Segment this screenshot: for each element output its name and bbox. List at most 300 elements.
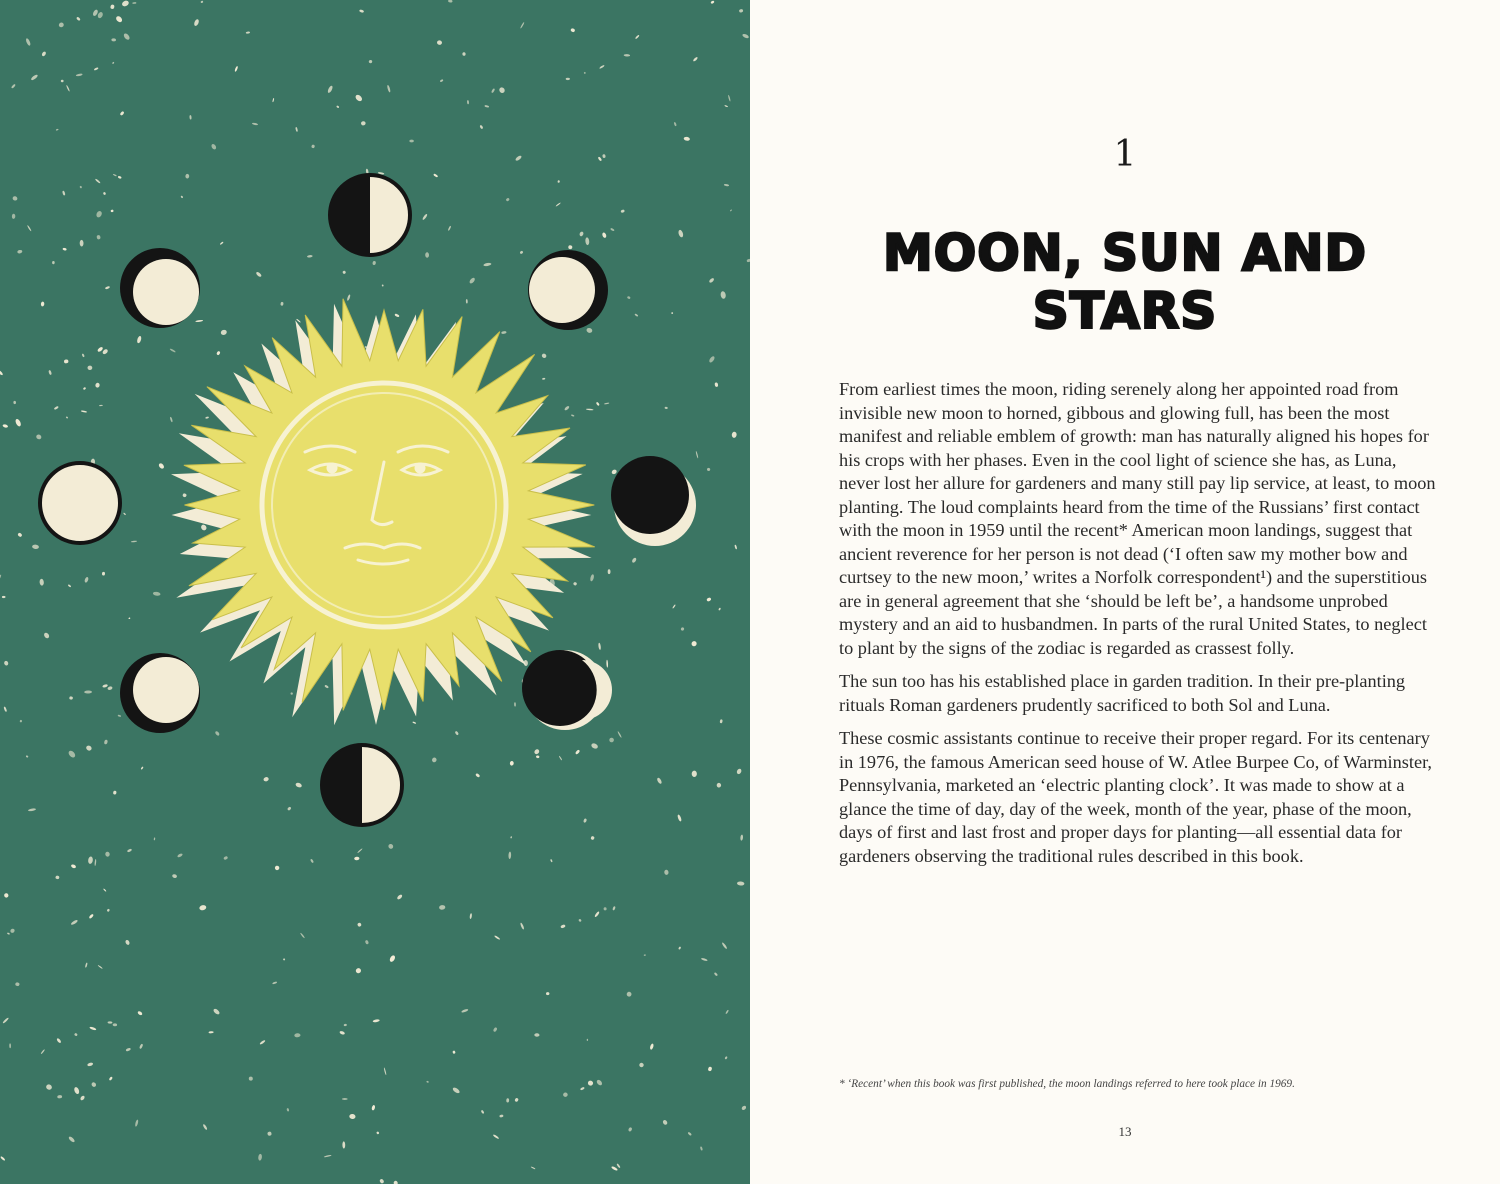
star-speckle bbox=[373, 1019, 380, 1023]
star-speckle bbox=[324, 1155, 332, 1158]
star-speckle bbox=[387, 843, 394, 850]
star-speckle bbox=[223, 856, 228, 861]
star-speckle bbox=[664, 407, 668, 410]
star-speckle bbox=[2, 596, 6, 598]
star-speckle bbox=[599, 65, 605, 70]
star-speckle bbox=[137, 1010, 143, 1016]
star-speckle bbox=[128, 617, 130, 619]
star-speckle bbox=[357, 848, 363, 853]
star-speckle bbox=[519, 250, 523, 254]
star-speckle bbox=[170, 417, 173, 423]
star-speckle bbox=[3, 706, 7, 712]
star-speckle bbox=[70, 919, 78, 925]
star-speckle bbox=[580, 1087, 585, 1091]
star-speckle bbox=[280, 302, 284, 306]
paragraph: From earliest times the moon, riding serenely along her appointed road from invisible new moon to horned, gibbous and glowing full, has been the most manifest and reliable emblem of growth: man has naturally aligned his hopes for his crops with her phases. Even in the cool light of science she has, as Luna, never lost her allure for gardeners and many still pay lip service, at least, to moon planting. The loud complaints heard from the time of the Russians’ first contact with the moon in 1959 until the recent* American moon landings, suggest that ancient reverence for her person is not dead (‘I often saw my mother bow and curtsey to the new moon,’ writes a Norfolk correspondent¹) and the superstitious are in general agreement that she ‘should be left be’, a handsome unprobed mystery and an aid to husbandmen. In parts of the rural United States, to neglect to plant by the signs of the zodiac is regarded as crassest folly. bbox=[839, 379, 1436, 658]
star-speckle bbox=[57, 1095, 62, 1099]
star-speckle bbox=[533, 748, 540, 755]
star-speckle bbox=[66, 416, 69, 419]
star-speckle bbox=[220, 329, 227, 336]
chapter-number: 1 bbox=[1113, 134, 1137, 175]
star-speckle bbox=[252, 122, 258, 125]
star-speckle bbox=[506, 1098, 509, 1102]
star-speckle bbox=[139, 1043, 143, 1049]
star-speckle bbox=[724, 184, 729, 187]
star-speckle bbox=[560, 924, 566, 929]
star-speckle bbox=[466, 299, 468, 303]
star-speckle bbox=[76, 73, 83, 76]
star-speckle bbox=[431, 757, 437, 763]
star-speckle bbox=[84, 690, 92, 693]
star-speckle bbox=[19, 719, 22, 722]
star-speckle bbox=[263, 776, 269, 782]
star-speckle bbox=[555, 202, 561, 207]
star-speckle bbox=[214, 730, 220, 736]
star-speckle bbox=[55, 875, 59, 879]
star-speckle bbox=[510, 761, 514, 766]
star-speckle bbox=[154, 837, 156, 840]
star-speckle bbox=[64, 359, 69, 363]
right-pupil bbox=[416, 464, 424, 472]
star-speckle bbox=[74, 1033, 78, 1037]
star-speckle bbox=[564, 405, 570, 411]
star-speckle bbox=[662, 1119, 668, 1125]
star-speckle bbox=[393, 1180, 398, 1184]
star-speckle bbox=[108, 1021, 113, 1023]
star-speckle bbox=[683, 136, 690, 141]
star-speckle bbox=[121, 0, 130, 7]
star-speckle bbox=[310, 859, 314, 864]
star-speckle bbox=[514, 1097, 519, 1102]
star-speckle bbox=[85, 745, 92, 752]
star-speckle bbox=[10, 928, 16, 934]
star-speckle bbox=[342, 1098, 348, 1099]
star-speckle bbox=[422, 213, 428, 220]
star-speckle bbox=[433, 173, 438, 177]
star-speckle bbox=[112, 62, 115, 65]
star-speckle bbox=[7, 932, 10, 935]
star-speckle bbox=[714, 382, 718, 387]
star-speckle bbox=[737, 881, 745, 886]
star-speckle bbox=[674, 122, 677, 127]
star-speckle bbox=[594, 911, 600, 918]
star-speckle bbox=[68, 584, 72, 587]
star-speckle bbox=[342, 1141, 345, 1148]
star-speckle bbox=[103, 888, 107, 892]
star-speckle bbox=[568, 245, 573, 249]
star-speckle bbox=[585, 237, 590, 245]
star-speckle bbox=[635, 34, 640, 39]
star-speckle bbox=[515, 155, 523, 162]
star-speckle bbox=[550, 859, 553, 863]
star-speckle bbox=[87, 1062, 93, 1067]
star-speckle bbox=[200, 0, 203, 3]
star-speckle bbox=[300, 932, 305, 938]
star-speckle bbox=[92, 9, 99, 17]
star-speckle bbox=[80, 1095, 86, 1101]
star-speckle bbox=[123, 512, 126, 515]
star-speckle bbox=[131, 540, 137, 542]
star-speckle bbox=[695, 451, 698, 459]
star-speckle bbox=[602, 232, 607, 239]
star-speckle bbox=[664, 869, 669, 875]
star-speckle bbox=[272, 981, 277, 984]
star-speckle bbox=[739, 9, 744, 13]
star-speckle bbox=[736, 768, 742, 775]
star-speckle bbox=[62, 248, 66, 251]
star-speckle bbox=[604, 402, 609, 404]
star-speckle bbox=[439, 905, 446, 910]
star-speckle bbox=[620, 209, 625, 213]
star-speckle bbox=[604, 907, 607, 910]
star-speckle bbox=[136, 336, 142, 344]
star-speckle bbox=[514, 702, 516, 706]
star-speckle bbox=[69, 696, 73, 700]
star-speckle bbox=[536, 755, 540, 758]
star-speckle bbox=[56, 129, 59, 131]
star-speckle bbox=[32, 544, 39, 549]
star-speckle bbox=[97, 11, 104, 19]
star-speckle bbox=[575, 749, 580, 755]
star-speckle bbox=[118, 176, 122, 179]
star-speckle bbox=[58, 22, 65, 28]
star-speckle bbox=[120, 111, 125, 116]
star-speckle bbox=[272, 98, 274, 102]
star-speckle bbox=[113, 1023, 117, 1026]
star-speckle bbox=[742, 33, 750, 39]
body-text bbox=[839, 378, 1439, 878]
star-speckle bbox=[113, 174, 117, 177]
star-speckle bbox=[200, 524, 208, 532]
star-speckle bbox=[17, 250, 23, 254]
star-speckle bbox=[412, 721, 416, 724]
star-speckle bbox=[469, 277, 476, 284]
star-speckle bbox=[649, 1043, 654, 1050]
star-speckle bbox=[98, 965, 103, 969]
star-speckle bbox=[730, 209, 733, 211]
star-speckle bbox=[76, 16, 81, 21]
star-speckle bbox=[182, 493, 187, 498]
star-speckle bbox=[531, 1166, 536, 1169]
star-speckle bbox=[193, 19, 199, 27]
star-speckle bbox=[740, 834, 743, 840]
star-speckle bbox=[258, 1154, 262, 1161]
star-speckle bbox=[455, 731, 459, 736]
star-speckle bbox=[721, 942, 727, 949]
star-speckle bbox=[387, 85, 391, 93]
star-speckle bbox=[307, 255, 313, 258]
moon-left-full bbox=[40, 463, 120, 543]
star-speckle bbox=[701, 957, 708, 961]
paragraph: The sun too has his established place in garden tradition. In their pre-planting rituals Roman gardeners prudently sacrificed to both Sol and Luna. bbox=[839, 671, 1406, 715]
star-speckle bbox=[608, 569, 611, 574]
star-speckle bbox=[578, 919, 582, 923]
star-speckle bbox=[199, 904, 207, 911]
star-speckle bbox=[41, 51, 47, 57]
star-speckle bbox=[294, 1033, 300, 1037]
star-speckle bbox=[283, 958, 286, 961]
star-speckle bbox=[448, 226, 452, 231]
star-speckle bbox=[109, 1076, 113, 1081]
star-speckle bbox=[311, 144, 315, 148]
star-speckle bbox=[396, 894, 403, 900]
star-speckle bbox=[95, 210, 103, 218]
star-speckle bbox=[286, 1108, 289, 1112]
star-speckle bbox=[437, 40, 443, 45]
star-speckle bbox=[107, 686, 113, 691]
star-speckle bbox=[39, 579, 44, 586]
star-speckle bbox=[534, 1033, 539, 1037]
star-speckle bbox=[611, 1166, 618, 1171]
star-speckle bbox=[510, 836, 512, 839]
star-speckle bbox=[12, 214, 16, 219]
star-speckle bbox=[700, 1146, 703, 1151]
star-speckle bbox=[73, 1086, 80, 1094]
star-speckle bbox=[62, 190, 66, 195]
star-speckle bbox=[158, 462, 165, 469]
star-speckle bbox=[81, 410, 87, 413]
star-speckle bbox=[708, 355, 715, 363]
star-speckle bbox=[13, 401, 16, 404]
star-speckle bbox=[35, 434, 42, 441]
star-speckle bbox=[94, 859, 96, 866]
star-speckle bbox=[0, 1156, 6, 1161]
star-speckle bbox=[127, 848, 132, 852]
star-speckle bbox=[56, 1038, 62, 1044]
star-speckle bbox=[141, 766, 144, 770]
star-speckle bbox=[95, 178, 101, 183]
star-speckle bbox=[584, 72, 586, 74]
page-number: 13 bbox=[1118, 1124, 1132, 1139]
moon-lower-left-crescent bbox=[120, 653, 200, 733]
star-speckle bbox=[369, 60, 373, 64]
star-speckle bbox=[110, 209, 113, 212]
star-speckle bbox=[67, 749, 76, 758]
star-speckle bbox=[2, 1017, 9, 1024]
star-speckle bbox=[546, 992, 549, 995]
star-speckle bbox=[716, 783, 721, 788]
star-speckle bbox=[693, 56, 699, 62]
star-speckle bbox=[498, 86, 506, 94]
star-speckle bbox=[41, 301, 45, 306]
star-speckle bbox=[0, 574, 1, 579]
star-speckle bbox=[587, 1080, 594, 1087]
star-speckle bbox=[461, 1008, 469, 1013]
star-speckle bbox=[91, 1081, 97, 1087]
star-speckle bbox=[371, 1105, 375, 1111]
star-speckle bbox=[520, 922, 525, 929]
star-speckle bbox=[372, 261, 376, 266]
star-speckle bbox=[66, 85, 70, 92]
star-speckle bbox=[95, 382, 100, 388]
star-speckle bbox=[426, 1081, 429, 1084]
star-speckle bbox=[611, 469, 618, 475]
moon-right-new bbox=[611, 456, 696, 546]
text-page bbox=[750, 0, 1500, 1184]
star-speckle bbox=[327, 85, 334, 93]
star-speckle bbox=[234, 66, 238, 72]
star-speckle bbox=[452, 1050, 455, 1054]
star-speckle bbox=[731, 431, 736, 438]
star-speckle bbox=[4, 660, 9, 666]
star-speckle bbox=[493, 1027, 498, 1032]
star-speckle bbox=[382, 284, 384, 286]
star-speckle bbox=[724, 1056, 727, 1060]
star-speckle bbox=[48, 370, 52, 375]
chapter-title: MOON, SUN AND STARS bbox=[883, 224, 1367, 340]
star-speckle bbox=[11, 84, 16, 89]
star-speckle bbox=[347, 294, 351, 301]
star-speckle bbox=[295, 127, 298, 132]
star-speckle bbox=[189, 115, 191, 120]
star-speckle bbox=[734, 545, 737, 550]
star-speckle bbox=[440, 79, 444, 82]
star-speckle bbox=[79, 186, 82, 189]
star-speckle bbox=[602, 154, 606, 158]
moon-upper-left-crescent bbox=[120, 248, 200, 328]
star-speckle bbox=[117, 714, 121, 717]
star-speckle bbox=[687, 1132, 692, 1136]
star-speckle bbox=[484, 105, 489, 108]
star-speckle bbox=[627, 992, 632, 997]
star-speckle bbox=[255, 271, 262, 277]
star-speckle bbox=[365, 940, 369, 945]
star-speckle bbox=[97, 346, 104, 352]
star-speckle bbox=[83, 387, 87, 390]
star-speckle bbox=[115, 15, 123, 23]
star-speckle bbox=[9, 1043, 10, 1048]
star-speckle bbox=[409, 140, 413, 143]
star-speckle bbox=[394, 313, 399, 317]
star-speckle bbox=[557, 180, 560, 183]
star-speckle bbox=[361, 121, 366, 126]
star-speckle bbox=[384, 1067, 387, 1075]
star-speckle bbox=[475, 773, 480, 778]
sun-face-disc bbox=[262, 383, 506, 627]
star-speckle bbox=[17, 532, 22, 537]
star-speckle bbox=[339, 1030, 345, 1035]
star-speckle bbox=[177, 853, 183, 858]
star-speckle bbox=[379, 1178, 384, 1184]
star-speckle bbox=[336, 105, 339, 108]
footnote: * ‘Recent’ when this book was first published, the moon landings referred to here took place in 1969. bbox=[839, 1078, 1295, 1090]
left-pupil bbox=[328, 464, 336, 472]
star-speckle bbox=[579, 231, 584, 237]
star-speckle bbox=[99, 405, 103, 407]
star-speckle bbox=[467, 100, 469, 104]
star-speckle bbox=[102, 684, 108, 688]
star-speckle bbox=[612, 906, 616, 911]
moon-upper-right-crescent bbox=[528, 250, 608, 330]
star-speckle bbox=[88, 856, 94, 864]
star-speckle bbox=[644, 954, 646, 955]
star-speckle bbox=[609, 737, 614, 742]
star-speckle bbox=[123, 32, 131, 40]
star-speckle bbox=[2, 424, 8, 428]
star-speckle bbox=[135, 1119, 139, 1127]
star-speckle bbox=[469, 913, 472, 919]
star-speckle bbox=[274, 865, 280, 871]
star-speckle bbox=[180, 195, 183, 198]
star-speckle bbox=[355, 967, 362, 974]
star-speckle bbox=[94, 67, 99, 71]
star-speckle bbox=[354, 94, 363, 103]
star-speckle bbox=[559, 756, 563, 761]
star-speckle bbox=[105, 286, 110, 290]
star-speckle bbox=[720, 291, 726, 299]
star-speckle bbox=[634, 313, 638, 317]
star-speckle bbox=[295, 782, 303, 788]
star-speckle bbox=[107, 909, 110, 913]
star-speckle bbox=[598, 643, 601, 650]
star-speckle bbox=[672, 604, 676, 609]
star-speckle bbox=[541, 353, 547, 359]
star-speckle bbox=[692, 771, 697, 777]
star-speckle bbox=[571, 414, 575, 417]
star-speckle bbox=[104, 739, 108, 744]
star-speckle bbox=[202, 1124, 207, 1131]
star-speckle bbox=[209, 1031, 214, 1033]
star-speckle bbox=[506, 197, 510, 201]
star-speckle bbox=[691, 640, 698, 647]
star-speckle bbox=[61, 80, 64, 83]
star-speckle bbox=[452, 1087, 461, 1095]
star-speckle bbox=[324, 685, 329, 689]
star-speckle bbox=[628, 1127, 633, 1132]
star-speckle bbox=[639, 1062, 645, 1068]
star-speckle bbox=[27, 225, 32, 232]
star-speckle bbox=[741, 1105, 747, 1111]
star-speckle bbox=[85, 962, 88, 967]
star-speckle bbox=[185, 174, 189, 179]
star-speckle bbox=[89, 1026, 96, 1031]
star-speckle bbox=[570, 28, 575, 33]
star-speckle bbox=[389, 954, 396, 962]
star-speckle bbox=[84, 577, 89, 584]
star-speckle bbox=[3, 892, 9, 898]
star-speckle bbox=[596, 402, 600, 407]
star-speckle bbox=[43, 632, 50, 639]
star-speckle bbox=[479, 125, 483, 130]
star-speckle bbox=[0, 370, 3, 376]
star-speckle bbox=[606, 660, 608, 668]
star-speckle bbox=[125, 1047, 131, 1051]
star-speckle bbox=[343, 1024, 347, 1027]
star-speckle bbox=[586, 327, 593, 333]
star-speckle bbox=[587, 1039, 588, 1041]
star-speckle bbox=[724, 105, 728, 108]
star-speckle bbox=[357, 922, 362, 927]
star-speckle bbox=[30, 74, 38, 81]
star-speckle bbox=[720, 719, 723, 723]
star-speckle bbox=[111, 38, 116, 41]
star-speckle bbox=[169, 348, 176, 353]
star-speckle bbox=[493, 1134, 500, 1139]
star-speckle bbox=[103, 192, 106, 195]
star-speckle bbox=[102, 572, 105, 576]
star-speckle bbox=[359, 9, 364, 13]
star-speckle bbox=[89, 913, 94, 919]
star-speckle bbox=[102, 348, 109, 355]
star-speckle bbox=[52, 261, 55, 264]
star-speckle bbox=[491, 88, 495, 93]
star-speckle bbox=[678, 229, 684, 238]
star-speckle bbox=[246, 31, 250, 34]
star-speckle bbox=[617, 731, 622, 738]
star-speckle bbox=[15, 982, 20, 987]
star-speckle bbox=[631, 557, 637, 563]
star-speckle bbox=[96, 235, 101, 240]
